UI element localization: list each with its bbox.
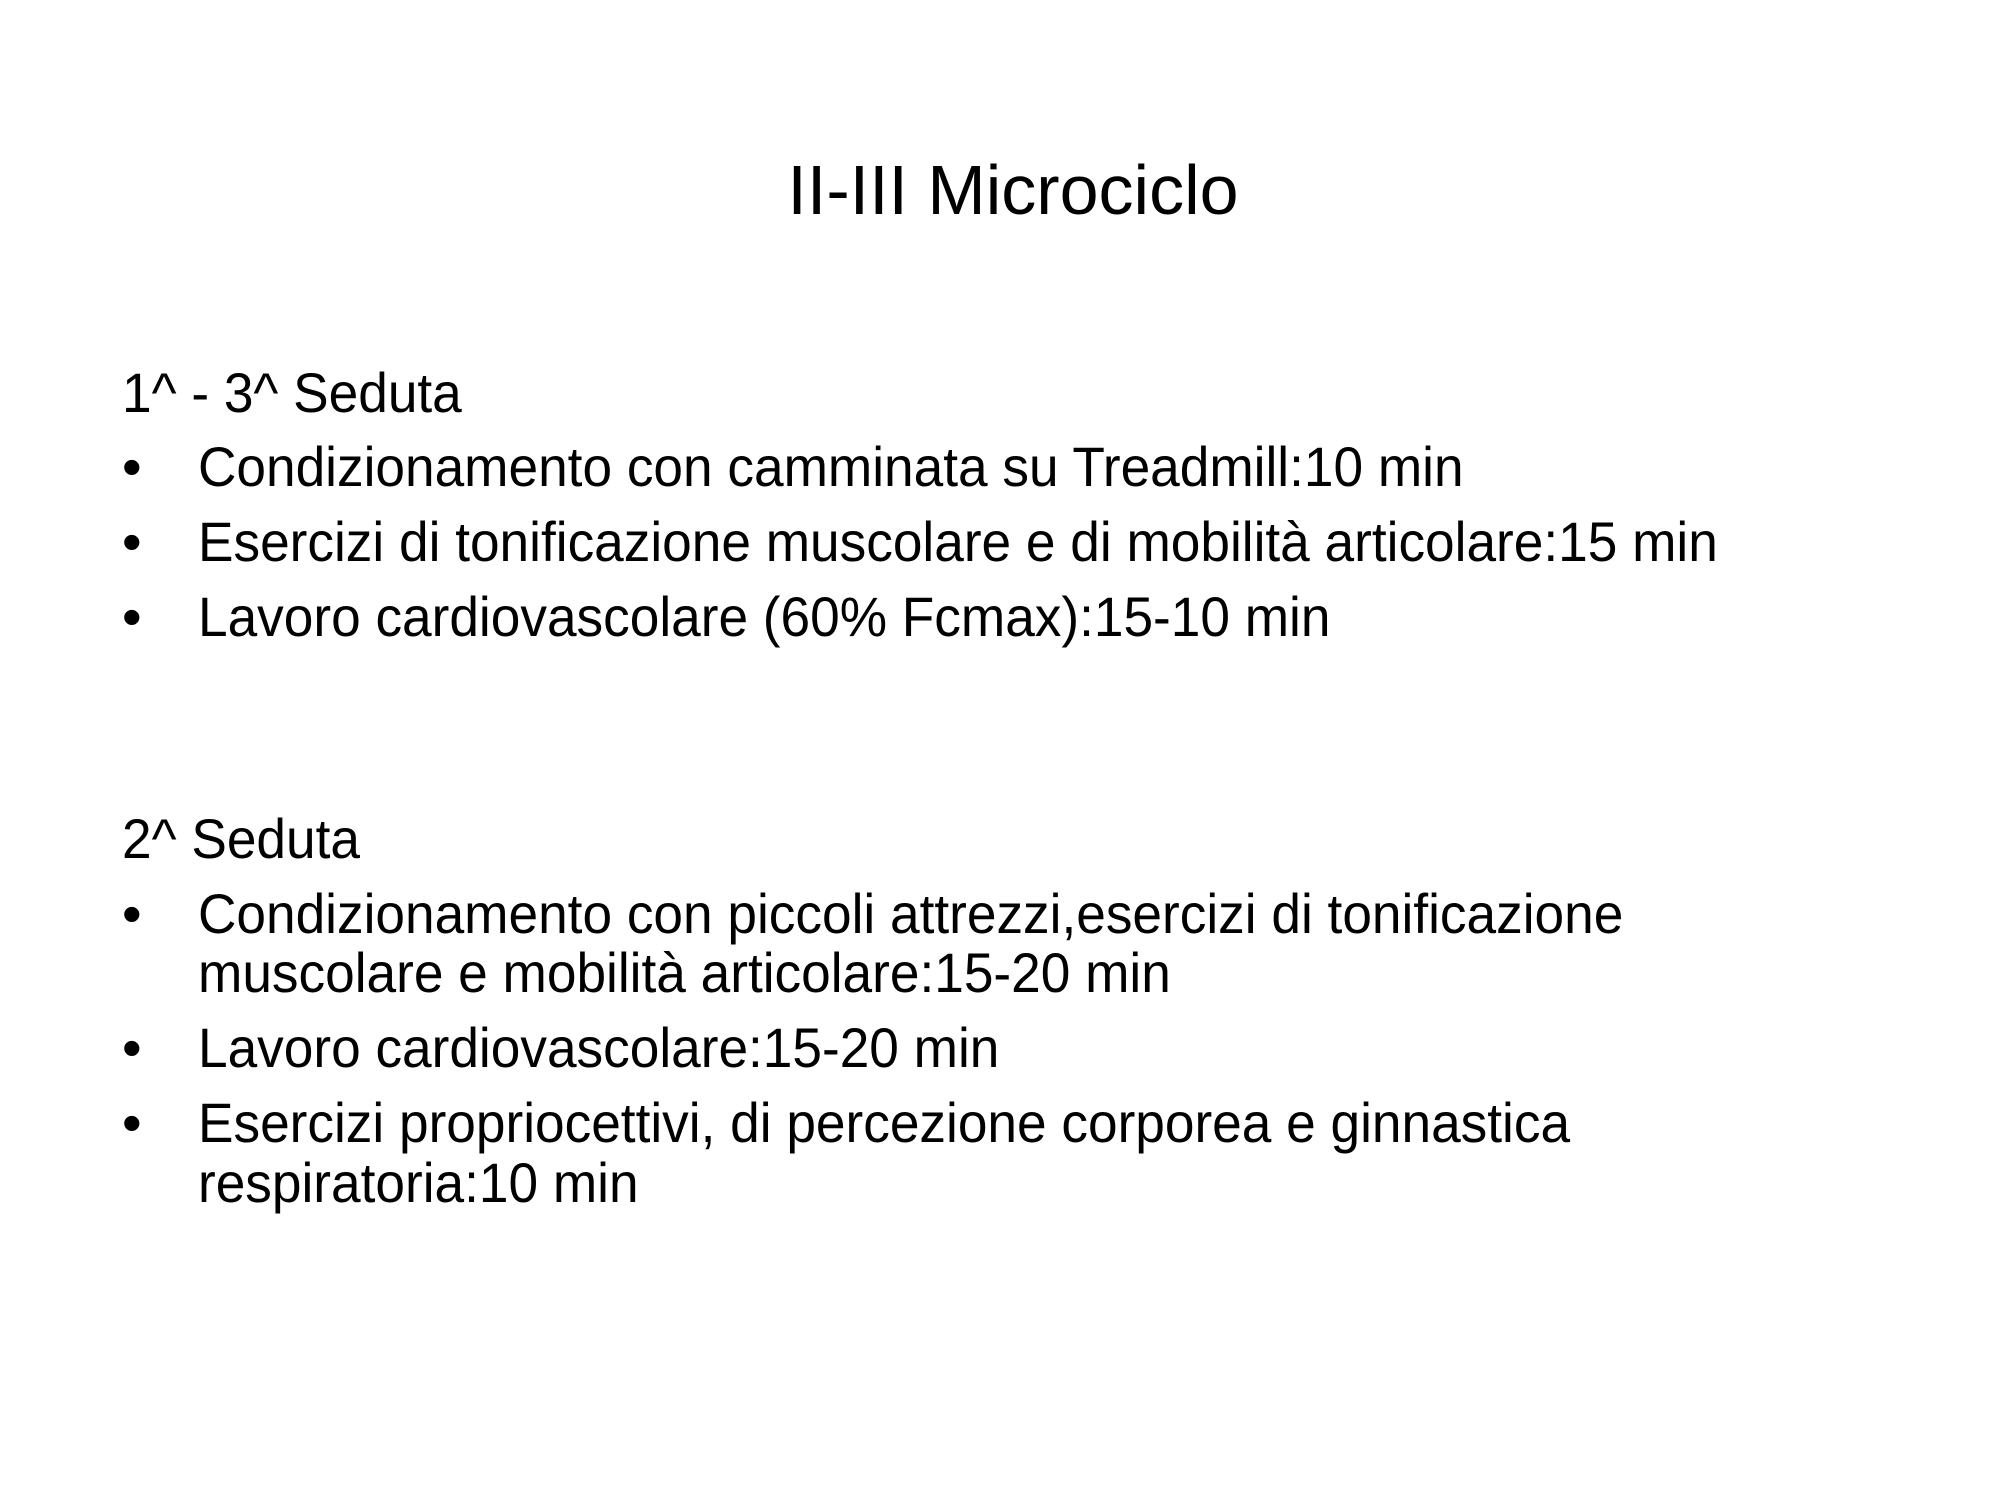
bullet-icon: •: [122, 585, 142, 648]
list-item: Esercizi propriocettivi, di percezione corporea e ginnastica: [198, 1091, 1571, 1154]
list-item: Lavoro cardiovascolare (60% Fcmax):15-10 min: [198, 585, 1331, 648]
bullet-icon: •: [122, 882, 142, 945]
section-heading: 2^ Seduta: [122, 807, 360, 870]
list-item: Condizionamento con piccoli attrezzi,esercizi di tonificazione: [198, 882, 1624, 945]
bullet-icon: •: [122, 1091, 142, 1154]
section-heading: 1^ - 3^ Seduta: [122, 361, 462, 424]
list-item: Condizionamento con camminata su Treadmill:10 min: [198, 435, 1464, 498]
list-item: Esercizi di tonificazione muscolare e di mobilità articolare:15 min: [198, 510, 1718, 573]
list-item-continuation: muscolare e mobilità articolare:15-20 min: [198, 941, 1171, 1004]
list-item-continuation: respiratoria:10 min: [198, 1151, 639, 1214]
bullet-icon: •: [122, 435, 142, 498]
list-item: Lavoro cardiovascolare:15-20 min: [198, 1016, 1000, 1079]
bullet-icon: •: [122, 510, 142, 573]
bullet-icon: •: [122, 1016, 142, 1079]
slide-title: II-III Microciclo: [787, 151, 1239, 229]
